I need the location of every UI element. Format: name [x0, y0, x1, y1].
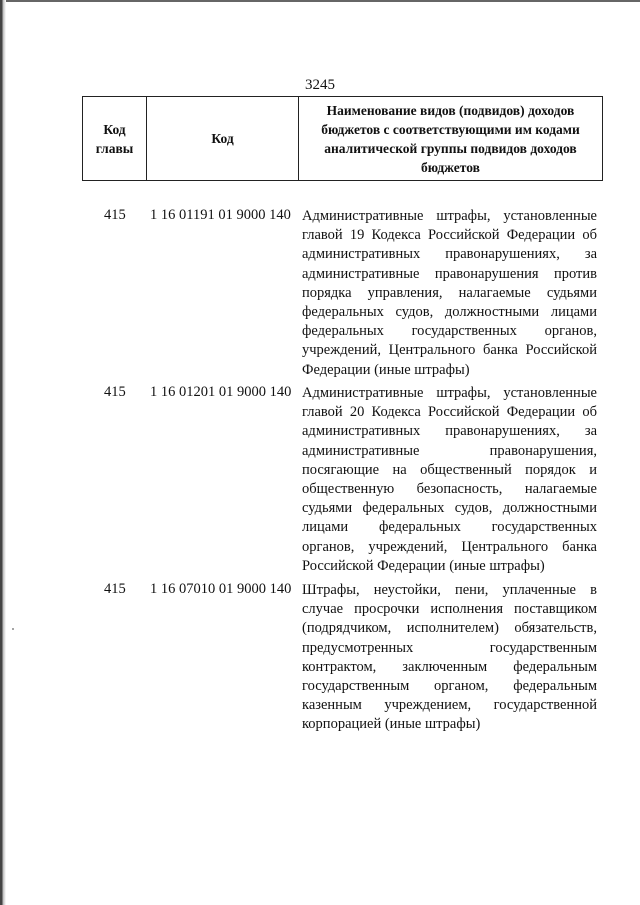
row-name: Административные штрафы, установленные главой 20 Кодекса Российской Федерации об административных правонарушениях, за административные правонарушения, посягающие на общественный порядок и общественную безопасность, налагаемые судьями федеральных судов, должностными лицами федеральных государственных органов, учреждений, Центрального банка Российской Федерации (иные штрафы) [302, 385, 597, 574]
row-glava: 415 [104, 207, 126, 223]
table-header [82, 96, 603, 181]
scan-edge-left [0, 0, 6, 905]
row-code: 1 16 01191 01 9000 140 [150, 207, 291, 223]
row-name: Административные штрафы, установленные главой 19 Кодекса Российской Федерации об административных правонарушениях, за административные правонарушения против порядка управления, налагаемые судьями федеральных судов, должностными лицами федеральных государственных органов, учреждений, Центрального банка Российской Федерации (иные штрафы) [302, 208, 597, 378]
row-name: Штрафы, неустойки, пени, уплаченные в случае просрочки исполнения поставщиком (подрядчиком, исполнителем) обязательств, предусмотренных государственным контрактом, заключенным федеральным государственным органом, федеральным казенным учреждением, государственной корпорацией (иные штрафы) [302, 582, 597, 733]
page-number: 3245 [305, 77, 335, 93]
header-name: Наименование видов (подвидов) доходов бюджетов с соответствующими им кодами аналитической группы подвидов доходов бюджетов [298, 97, 602, 180]
row-glava: 415 [104, 581, 126, 597]
header-code: Код [146, 97, 298, 180]
scan-edge-top [0, 0, 640, 2]
scan-speck [12, 628, 14, 630]
row-glava: 415 [104, 384, 126, 400]
header-code-glavy: Код главы [95, 121, 134, 156]
row-code: 1 16 01201 01 9000 140 [150, 384, 292, 400]
row-code: 1 16 07010 01 9000 140 [150, 581, 292, 597]
